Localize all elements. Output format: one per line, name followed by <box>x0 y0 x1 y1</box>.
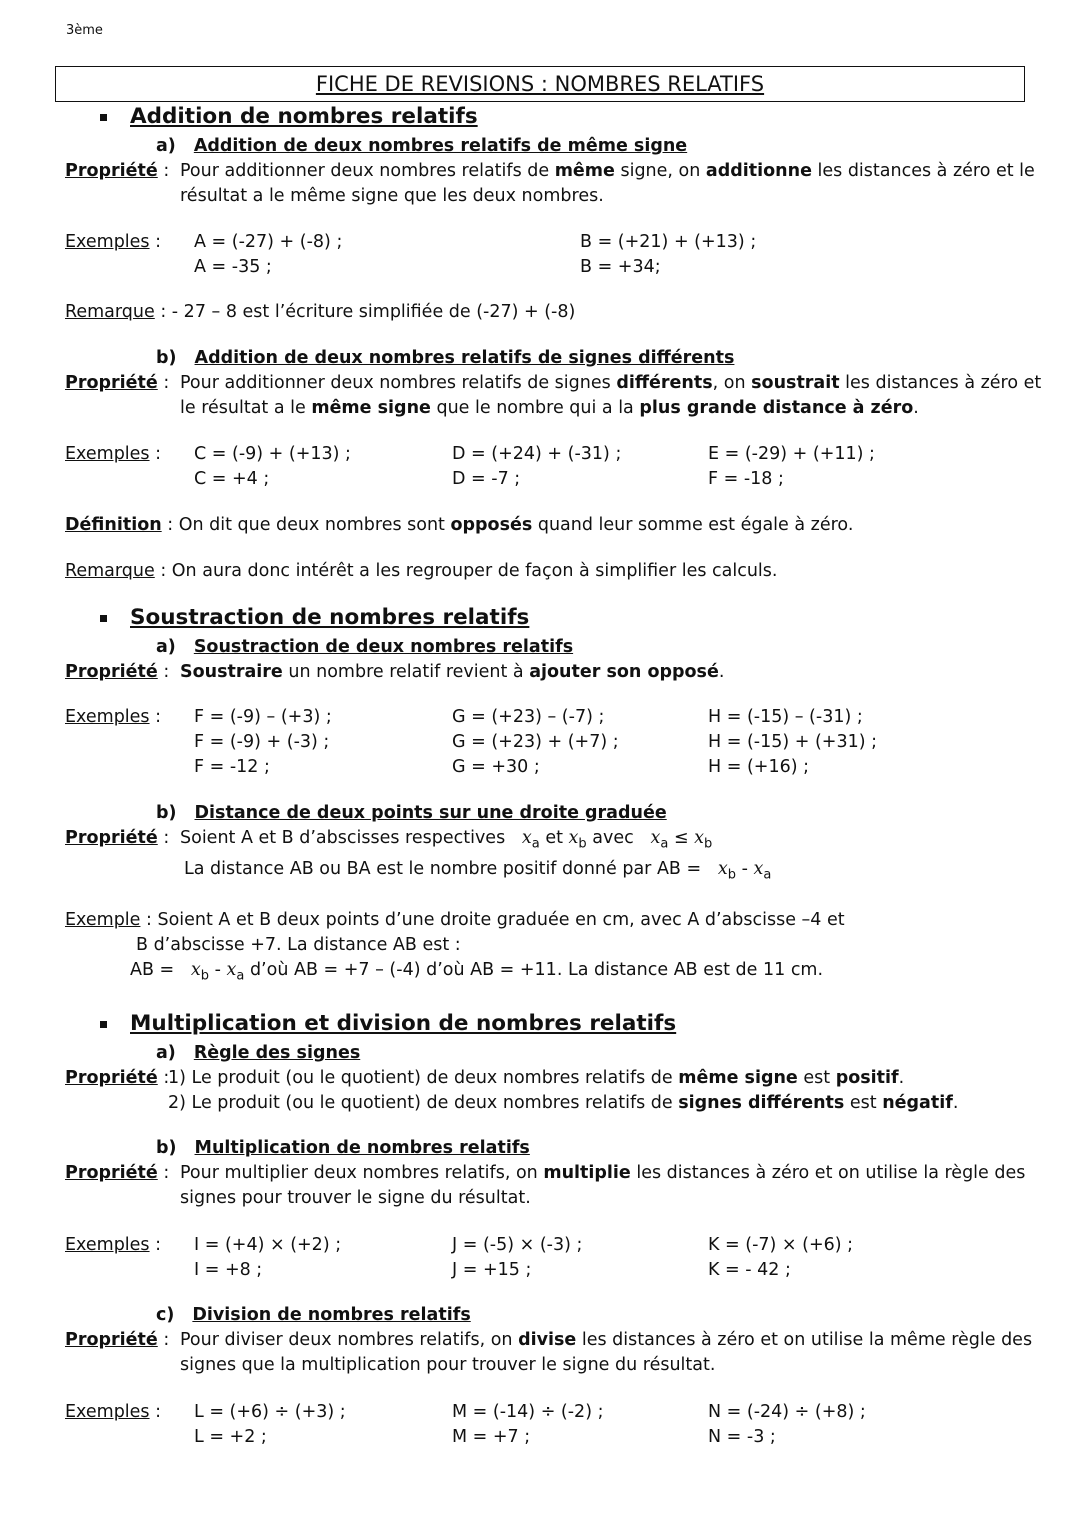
example-line: K = (-7) × (+6) ; <box>708 1235 854 1255</box>
label-propriete: Propriété : <box>65 662 170 682</box>
example-line: B = +34; <box>580 257 661 277</box>
example-line: M = (-14) ÷ (-2) ; <box>452 1402 604 1422</box>
label-propriete: Propriété : <box>65 1068 170 1088</box>
subsection-1b: b) Addition de deux nombres relatifs de signes différents <box>156 348 735 368</box>
example-line: F = -12 ; <box>194 757 270 777</box>
label-propriete: Propriété : <box>65 828 170 848</box>
example-line: E = (-29) + (+11) ; <box>708 444 875 464</box>
example-distance-line2: B d’abscisse +7. La distance AB est : <box>136 935 461 955</box>
property-2a: Soustraire un nombre relatif revient à ajouter son opposé. <box>180 662 725 682</box>
property-2b-line2: La distance AB ou BA est le nombre positif donné par AB = $x_b - x_a$ <box>184 859 772 883</box>
section-title-addition: Addition de nombres relatifs <box>130 104 478 129</box>
property-3c-line2: signes que la multiplication pour trouver le signe du résultat. <box>180 1355 716 1375</box>
label-exemples: Exemples : <box>65 444 162 464</box>
label-propriete: Propriété : <box>65 161 170 181</box>
example-line: J = +15 ; <box>452 1260 532 1280</box>
label-exemples: Exemples : <box>65 232 162 252</box>
label-exemples: Exemples : <box>65 1402 162 1422</box>
section-bullet <box>100 1021 107 1028</box>
example-line: A = (-27) + (-8) ; <box>194 232 343 252</box>
example-line: F = -18 ; <box>708 469 784 489</box>
remark-1b: Remarque : On aura donc intérêt a les regrouper de façon à simplifier les calculs. <box>65 561 778 581</box>
property-2b-line1: Soient A et B d’abscisses respectives $x_a$ et $x_b$ avec $x_a \le x_b$ <box>180 828 713 852</box>
property-1b-line1: Pour additionner deux nombres relatifs de signes différents, on soustrait les distances à zéro et <box>180 373 1042 393</box>
example-line: H = (-15) – (-31) ; <box>708 707 863 727</box>
rule-signs-1: 1) Le produit (ou le quotient) de deux nombres relatifs de même signe est positif. <box>168 1068 905 1088</box>
subsection-2b: b) Distance de deux points sur une droite graduée <box>156 803 667 823</box>
title-box <box>55 66 1025 102</box>
example-line: I = (+4) × (+2) ; <box>194 1235 342 1255</box>
label-propriete: Propriété : <box>65 1330 170 1350</box>
rule-signs-2: 2) Le produit (ou le quotient) de deux nombres relatifs de signes différents est négatif. <box>168 1093 959 1113</box>
subsection-2a: a) Soustraction de deux nombres relatifs <box>156 637 574 657</box>
subsection-3a: a) Règle des signes <box>156 1043 361 1063</box>
example-line: N = (-24) ÷ (+8) ; <box>708 1402 866 1422</box>
example-line: D = -7 ; <box>452 469 521 489</box>
property-3b-line2: signes pour trouver le signe du résultat. <box>180 1188 531 1208</box>
example-line: C = (-9) + (+13) ; <box>194 444 351 464</box>
example-line: G = (+23) – (-7) ; <box>452 707 605 727</box>
example-line: K = - 42 ; <box>708 1260 791 1280</box>
page-title: FICHE DE REVISIONS : NOMBRES RELATIFS <box>315 72 765 96</box>
subsection-1a: a) Addition de deux nombres relatifs de même signe <box>156 136 688 156</box>
example-line: M = +7 ; <box>452 1427 531 1447</box>
subsection-3b: b) Multiplication de nombres relatifs <box>156 1138 530 1158</box>
example-line: G = +30 ; <box>452 757 540 777</box>
example-line: A = -35 ; <box>194 257 272 277</box>
example-line: H = (+16) ; <box>708 757 809 777</box>
example-line: B = (+21) + (+13) ; <box>580 232 757 252</box>
section-bullet <box>100 114 107 121</box>
property-1a-line2: résultat a le même signe que les deux nombres. <box>180 186 604 206</box>
label-exemples: Exemples : <box>65 1235 162 1255</box>
section-title-multiplication-division: Multiplication et division de nombres relatifs <box>130 1011 677 1036</box>
remark-1a: Remarque : - 27 – 8 est l’écriture simplifiée de (-27) + (-8) <box>65 302 576 322</box>
example-line: L = (+6) ÷ (+3) ; <box>194 1402 346 1422</box>
subsection-3c: c) Division de nombres relatifs <box>156 1305 471 1325</box>
example-line: L = +2 ; <box>194 1427 267 1447</box>
example-distance-line3: AB = $x_b - x_a$ d’où AB = +7 – (-4) d’où AB = +11. La distance AB est de 11 cm. <box>130 960 824 984</box>
example-line: G = (+23) + (+7) ; <box>452 732 619 752</box>
label-exemples: Exemples : <box>65 707 162 727</box>
grade-level: 3ème <box>66 23 103 38</box>
definition-opposes: Définition : On dit que deux nombres sont opposés quand leur somme est égale à zéro. <box>65 515 854 535</box>
example-line: J = (-5) × (-3) ; <box>452 1235 583 1255</box>
example-line: F = (-9) – (+3) ; <box>194 707 332 727</box>
property-1b-line2: le résultat a le même signe que le nombre qui a la plus grande distance à zéro. <box>180 398 919 418</box>
property-3c-line1: Pour diviser deux nombres relatifs, on divise les distances à zéro et on utilise la même règle des <box>180 1330 1033 1350</box>
section-bullet <box>100 615 107 622</box>
property-1a-line1: Pour additionner deux nombres relatifs de même signe, on additionne les distances à zéro et le <box>180 161 1035 181</box>
example-line: H = (-15) + (+31) ; <box>708 732 878 752</box>
example-distance-line1: Exemple : Soient A et B deux points d’une droite graduée en cm, avec A d’abscisse –4 et <box>65 910 845 930</box>
label-propriete: Propriété : <box>65 1163 170 1183</box>
property-3b-line1: Pour multiplier deux nombres relatifs, on multiplie les distances à zéro et on utilise la règle des <box>180 1163 1026 1183</box>
example-line: I = +8 ; <box>194 1260 263 1280</box>
example-line: C = +4 ; <box>194 469 270 489</box>
section-title-soustraction: Soustraction de nombres relatifs <box>130 605 530 630</box>
example-line: F = (-9) + (-3) ; <box>194 732 330 752</box>
example-line: N = -3 ; <box>708 1427 776 1447</box>
example-line: D = (+24) + (-31) ; <box>452 444 622 464</box>
label-propriete: Propriété : <box>65 373 170 393</box>
